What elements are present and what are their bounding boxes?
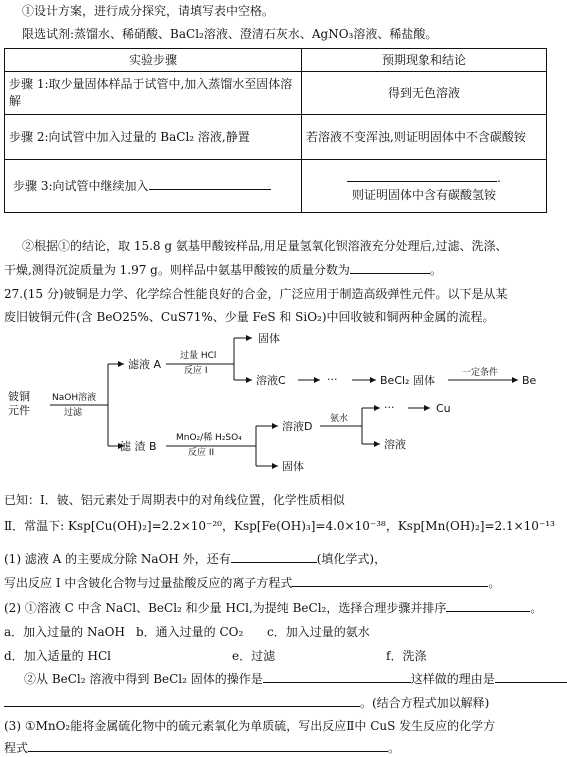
answer-blank-q2-operation[interactable] (263, 670, 411, 683)
answer-blank-q2-order[interactable] (446, 599, 530, 612)
flow-cu: Cu (436, 402, 451, 415)
answer-blank-q1-formula[interactable] (231, 550, 317, 563)
answer-blank-q1-equation[interactable] (292, 574, 488, 587)
q2-option-e: e．过滤 (232, 649, 276, 663)
table-header-result: 预期现象和结论 (302, 49, 547, 72)
flow-start-line1: 铍铜 (8, 390, 30, 403)
table-cell-result2: 若溶液不变浑浊,则证明固体中不含碳酸铵 (302, 115, 547, 160)
table-header-step: 实验步骤 (5, 49, 302, 72)
table-cell-result3: . 则证明固体中含有碳酸氢铵 (302, 160, 547, 213)
table-cell-step1: 步骤 1:取少量固体样品于试管中,加入蒸馏水至固体溶解 (5, 72, 302, 115)
flow-ellipsis2: ··· (384, 401, 395, 414)
flow-solid2: 固体 (282, 460, 304, 473)
q1-line1: (1) 滤液 A 的主要成分除 NaOH 外，还有 (填化学式)， (4, 552, 387, 566)
answer-blank-result3[interactable] (347, 169, 497, 182)
q27-line1: 27.(15 分)铍铜是力学、化学综合性能良好的合金，广泛应用于制造高级弹性元件。以下是从某 (4, 287, 508, 301)
flow-solution-c: 溶液C (256, 374, 286, 387)
process-flowchart (0, 332, 554, 480)
flow-naoh-label: NaOH溶液 (52, 393, 97, 403)
part2-line2: 干燥,测得沉淀质量为 1.97 g。则样品中氨基甲酸铵的质量分数为 。 (4, 263, 442, 277)
table-cell-step3: 步骤 3:向试管中继续加入 (5, 160, 302, 213)
table-row (5, 160, 547, 213)
answer-blank-step3[interactable] (149, 177, 271, 190)
part1-line1: ①设计方案，进行成分探究，请填写表中空格。 (22, 4, 275, 18)
answer-blank-q2-reason-start[interactable] (495, 670, 567, 683)
q3-line1: (3) ①MnO₂能将金属硫化物中的硫元素氧化为单质硫，写出反应Ⅱ中 CuS 发生反应的化学方 (4, 719, 496, 733)
answer-blank-q3-equation[interactable] (28, 739, 388, 752)
known-line2: Ⅱ．常温下: Ksp[Cu(OH)₂]=2.2×10⁻²⁰，Ksp[Fe(OH)₃]=4.0×10⁻³⁸，Ksp[Mn(OH)₂]=2.1×10⁻¹³ (4, 519, 555, 533)
q2-line3: ②从 BeCl₂ 溶液中得到 BeCl₂ 固体的操作是 这样做的理由是 (24, 670, 567, 687)
flow-hcl-label: 过量 HCl (180, 351, 217, 361)
flow-condition: 一定条件 (462, 368, 499, 378)
q2-line1: (2) ①溶液 C 中含 NaCl、BeCl₂ 和少量 HCl,为提纯 BeCl₂，选择合理步骤并排序 。 (4, 601, 543, 615)
answer-blank-mass-fraction[interactable] (350, 261, 430, 274)
q2-option-b: b．通入过量的 CO₂ (136, 625, 244, 639)
flow-ammonia: 氨水 (330, 414, 349, 424)
flow-reaction1: 反应 I (184, 366, 208, 376)
q2-option-c: c．加入过量的氨水 (267, 625, 370, 639)
table-cell-result1: 得到无色溶液 (302, 72, 547, 115)
part2-line1: ②根据①的结论，取 15.8 g 氨基甲酸铵样品,用足量氢氧化钡溶液充分处理后,过滤、洗涤、 (22, 239, 508, 253)
flow-filter-label: 过滤 (64, 408, 83, 418)
flow-residue-b: 滤 渣 B (120, 440, 157, 453)
flow-becl2-solid: BeCl₂ 固体 (380, 374, 435, 387)
flow-start-line2: 元件 (8, 404, 30, 417)
table-cell-step2: 步骤 2:向试管中加入过量的 BaCl₂ 溶液,静置 (5, 115, 302, 160)
table-row (5, 72, 547, 115)
q2-option-a: a．加入过量的 NaOH (4, 625, 125, 639)
flow-solution: 溶液 (384, 438, 406, 451)
q3-line2: 程式 。 (4, 741, 401, 755)
flow-mno2-label: MnO₂/稀 H₂SO₄ (176, 433, 242, 443)
flow-solution-d: 溶液D (282, 420, 313, 433)
known-line1: 已知：I．铍、铝元素处于周期表中的对角线位置，化学性质相似 (4, 493, 345, 507)
flow-ellipsis1: ··· (327, 373, 338, 386)
answer-blank-q2-reason[interactable] (4, 694, 360, 707)
q2-option-d: d．加入适量的 HCl (4, 649, 111, 663)
q27-line2: 废旧铍铜元件(含 BeO25%、CuS71%、少量 FeS 和 SiO₂)中回收铍和铜两种金属的流程。 (4, 310, 495, 324)
flow-reaction2: 反应 II (188, 448, 215, 458)
part1-line2: 限选试剂:蒸馏水、稀硝酸、BaCl₂溶液、澄清石灰水、AgNO₃溶液、稀盐酸。 (22, 27, 438, 41)
experiment-table (4, 48, 547, 213)
q1-line2: 写出反应 I 中含铍化合物与过量盐酸反应的离子方程式 。 (4, 576, 501, 590)
flow-be: Be (522, 374, 537, 387)
flow-solid1: 固体 (258, 332, 280, 345)
q2-option-f: f．洗涤 (386, 649, 427, 663)
table-row (5, 115, 547, 160)
q2-line4: 。(结合方程式加以解释) (4, 694, 489, 711)
flow-filtrate-a: 滤液 A (128, 358, 162, 371)
